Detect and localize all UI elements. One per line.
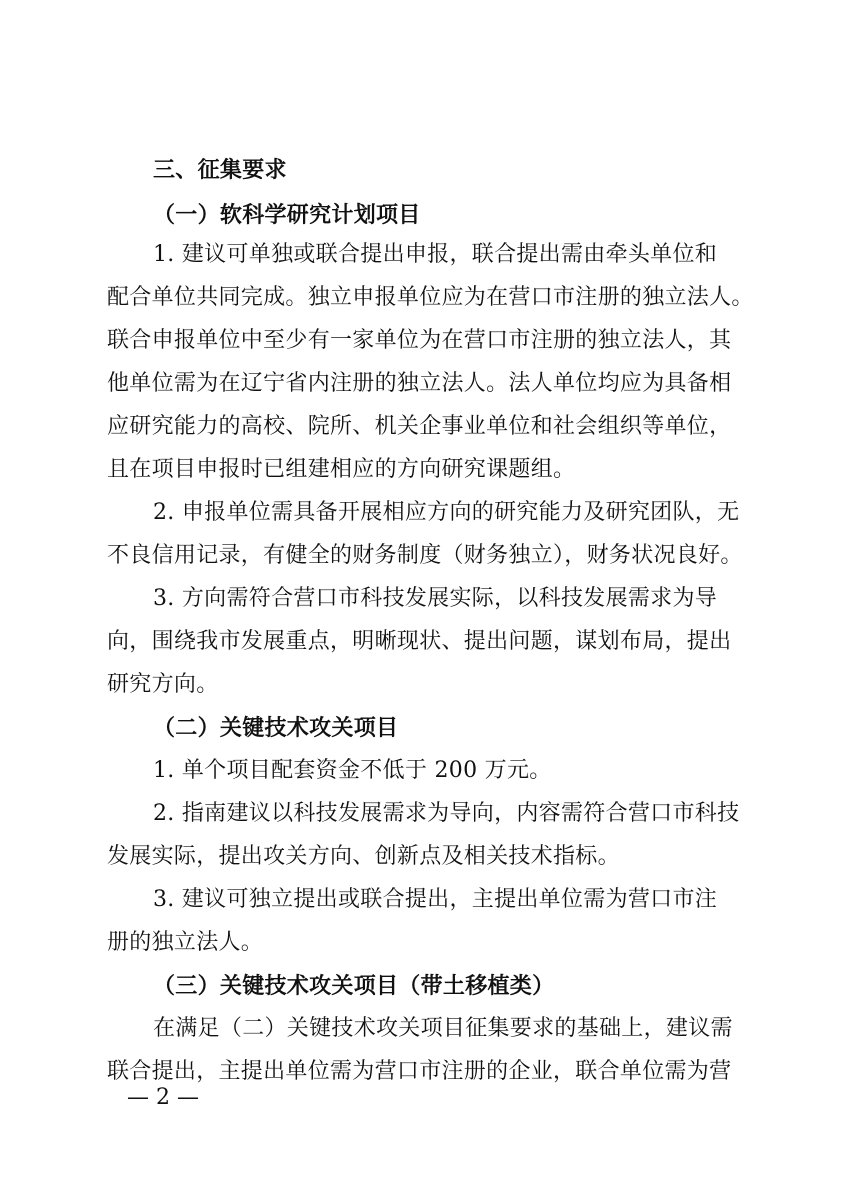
paragraph-line: 向，围绕我市发展重点，明晰现状、提出问题，谋划布局，提出 [107,629,732,654]
paragraph-line: 配合单位共同完成。独立申报单位应为在营口市注册的独立法人。 [107,285,754,310]
paragraph-line: 1. 单个项目配套资金不低于 200 万元。 [153,758,552,783]
page-number: — 2 — [127,1085,199,1110]
paragraph-line: 2. 指南建议以科技发展需求为导向，内容需符合营口市科技 [153,801,740,826]
paragraph-line: 联合申报单位中至少有一家单位为在营口市注册的独立法人，其 [107,328,732,353]
paragraph-line: 2. 申报单位需具备开展相应方向的研究能力及研究团队，无 [153,500,740,525]
paragraph-line: 1. 建议可单独或联合提出申报，联合提出需由牵头单位和 [153,242,718,267]
subsection-1-title: （一）软科学研究计划项目 [153,202,421,228]
paragraph-line: 在满足（二）关键技术攻关项目征集要求的基础上，建议需 [153,1016,733,1041]
paragraph-line: 3. 方向需符合营口市科技发展实际，以科技发展需求为导 [153,586,718,611]
paragraph-line: 3. 建议可独立提出或联合提出，主提出单位需为营口市注 [153,887,718,912]
section-heading: 三、征集要求 [153,158,287,183]
paragraph-line: 册的独立法人。 [107,930,264,955]
paragraph-line: 不良信用记录，有健全的财务制度（财务独立），财务状况良好。 [107,543,743,568]
paragraph-line: 联合提出，主提出单位需为营口市注册的企业，联合单位需为营 [107,1059,732,1084]
paragraph-line: 他单位需为在辽宁省内注册的独立法人。法人单位均应为具备相 [107,371,732,396]
paragraph-line: 发展实际，提出攻关方向、创新点及相关技术指标。 [107,844,620,869]
paragraph-line: 研究方向。 [107,672,219,697]
paragraph-line: 应研究能力的高校、院所、机关企事业单位和社会组织等单位， [107,414,732,439]
paragraph-line: 且在项目申报时已组建相应的方向研究课题组。 [107,457,576,482]
subsection-3-title: （三）关键技术攻关项目（带土移植类） [153,973,555,999]
subsection-2-title: （二）关键技术攻关项目 [153,715,399,741]
